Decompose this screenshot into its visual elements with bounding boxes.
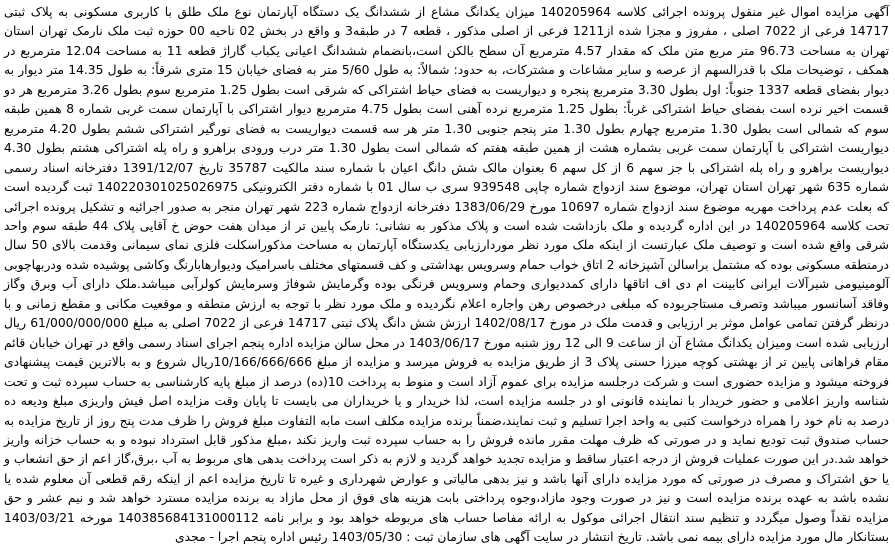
auction-notice-text: آگهی مزایده اموال غیر منقول پرونده اجرائی کلاسه 140205964 میزان یکدانگ مشاع از ششدانگ یک دستگاه آپارتمان نوع ملک طلق با کاربری مسکونی به پلاک ثبتی 14717 فرعی از 7022 اصلی ، مفروز و مجزا شده از1211 فرعی از اصلی مذکور ، قطعه 7 در طبقه3 و واقع در بخش 02 ناحیه 00 حوزه ثبت ملک نارمک تهران استان تهران به مساحت 96.73 متر مربع متن ملک که مقدار 4.57 مترمربع آن سطح بالکن است،بانضمام ششدانگ اعیانی یکباب گاراژ قطعه 11 به مساحت 12.04 مترمربع در همکف ، توضیحات ملک با قدرالسهم از عرصه و سایر مشاعات و مشترکات، به حدود: شمالاً: به طول 5/60 متر به فضای خیابان 15 متری شرقاً: به طول 14.35 متر دیوار به دیوار بفضای قطعه 1337 جنوباً: اول بطول 3.30 مترمربع پنجره و دیواریست به فضای حیاط اشتراکی که شرقی است بطول 1.25 مترمربع سوم بطول 3.26 مترمربع هر دو قسمت اخیر نرده است بفضای حیاط اشتراکی غرباً: بطول 1.25 مترمربع نرده آهنی است بطول 4.75 مترمربع دیوار اشتراکی با آپارتمان سمت غربی شماره 8 همین طبقه سوم که شمالی است بطول 1.30 مترمربع چهارم بطول 1.30 متر پنجم جنوبی 1.30 متر هر سه قسمت دیواریست به فضای نورگیر اشتراکی ششم بطول 4.20 مترمربع دیواریست اشتراکی با آپارتمان سمت غربی بشماره هشت از همین طبقه هفتم که شمالی است بطول 1.30 متر درب ورودی براهرو و راه پله اشتراکی هشتم بطول 4.30 دیواریست براهرو و راه پله اشتراکی با جز سهم 6 از کل سهم 6 بعنوان مالک شش دانگ اعیان با شماره سند مالکیت 35787 تاریخ 1391/12/07 دفترخانه اسناد رسمی شماره 635 شهر تهران استان تهران، موضوع سند ازدواج شماره چاپی 939548 سری ب سال 01 با شماره دفتر الکترونیکی 140220301025026975 ثبت گردیده است که بعلت عدم پرداخت مهریه موضوع سند ازدواج شماره 10697 مورخ 1383/06/29 دفترخانه ازدواج شماره 223 شهر تهران منجر به صدور اجرائیه و تشکیل پرونده اجرائی تحت کلاسه 140205964 در این اداره گردیده و ملک بازداشت شده است و پلاک مذکور به نشانی: نارمک پایین تر از میدان هفت حوض خ آقایی پلاک 44 طبقه سوم واحد شرقی واقع شده است و توصیف ملک عبارتست از اینکه ملک مورد نظر موردارزیابی یکدستگاه آپارتمان به مساحت مذکوراسکلت فلزی نمای سیمانی وقدمت بالای 50 سال درمنطقه مسکونی بوده که مشتمل براسالن آشپزخانه 2 اتاق خواب حمام وسرویس بهداشتی و کف قسمتهای مختلف باسرامیک ودیوارهابارنگ وکاشی پوشیده شده ودربهاچوبی آلومینیومی شیرآلات ایرانی کابینت ام دی اف اتاقها دارای کمددیواری وحمام وسرویس فرنگی بوده وگرمایش شوفاژ وسرمایش کولرآبی میباشد.ملک دارای آب وبرق وگاز وفاقد آسانسور میباشد وتصرف مستاجربوده که مبلغی درخصوص رهن واجاره اعلام نگردیده و ملک مورد نظر با توجه به ارزش منطقه و موقعیت مکانی و مقطع زمانی و با درنظر گرفتن تمامی عوامل موثر بر ارزیابی و قدمت ملک در مورخ 1402/08/17 ارزش شش دانگ پلاک ثبتی 14717 فرعی از 7022 اصلی به مبلغ 61/000/000/000 ریال ارزیابی شده است ومیزان یکدانگ مشاع آن از ساعت 9 الی 12 روز شنبه مورخ 1403/06/17 در محل سالن مزایده اداره پنجم اجرای اسناد رسمی واقع در تهران خیابان قائم مقام فراهانی پایین تر از بهشتی کوچه میرزا حسنی پلاک 3 از طریق مزایده به فروش میرسد و مزایده از مبلغ 10/166/666/666ریال شروع و به بالاترین قیمت پیشنهادی فروخته میشود و مزایده حضوری است و شرکت درجلسه مزایده برای عموم آزاد است و منوط به پرداخت 10(ده) درصد از مبلغ پایه کارشناسی به حساب سپرده ثبت و تحت شناسه واریز اعلامی و حضور خریدار با نماینده قانونی او در جلسه مزایده است، لذا خریدار و یا خریداران می بایست تا پایان وقت مزایده اصل فیش واریزی مبلغ ودیعه ده درصد به نام خود را همراه درخواست کتبی به واحد اجرا تسلیم و ثبت نمایند،ضمناً برنده مزایده مکلف است مابه التفاوت مبلغ فروش را ظرف مدت پنج روز از تاریخ مزایده به حساب صندوق ثبت تودیع نماید و در صورتی که ظرف مهلت مقرر مانده فروش را به حساب سپرده ثبت واریز نکند ،مبلغ مذکور قابل استرداد نبوده و به حساب خزانه واریز خواهد شد.در این صورت عملیات فروش از درجه اعتبار ساقط و مزایده تجدید خواهد گردید و لازم به ذکر است پرداخت بدهی های مربوط به آب ،برق،گاز اعم از حق انشعاب و یا حق اشتراک و مصرف در صورتی که مورد مزایده دارای آنها باشد و نیز بدهی مالیاتی و عوارض شهرداری و غیره تا تاریخ مزایده اعم از اینکه رقم قطعی آن معلوم شده یا نشده باشد به عهده برنده مزایده است و نیز در صورت وجود مازاد،وجوه پرداختی بابت هزینه های فوق از محل مازاد به برنده مزایده مسترد خواهد شد و نیم عشر و حق مزایده نقداً وصول میگردد و تنظیم سند انتقال اجرائی موکول به ارائه مفاصا حساب های مربوطه خواهد بود و برابر نامه 140385684131000112 مورخه 1403/03/21 بستانکار مال مورد مزایده دارای بیمه نمی باشد. تاریخ انتشار در سایت آگهی های سازمان ثبت : 1403/05/30 رئیس اداره پنجم اجرا - مجدی — [4, 5, 890, 545]
